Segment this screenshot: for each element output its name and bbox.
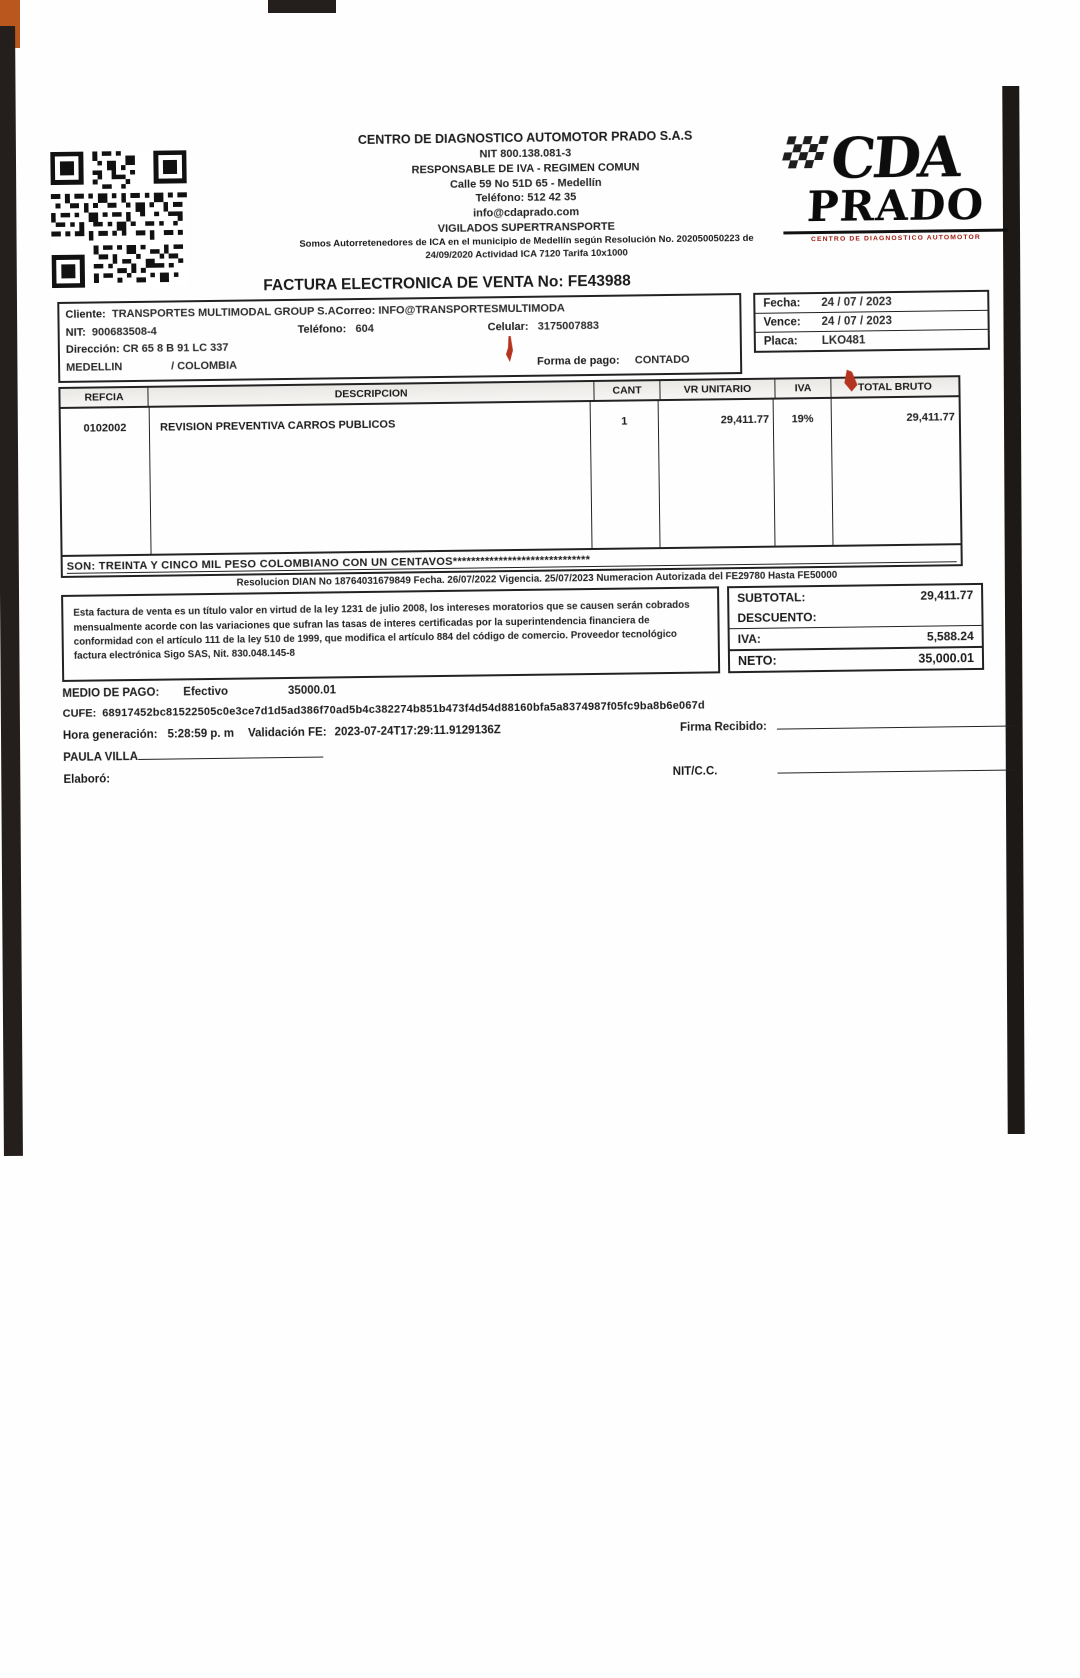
item-descripcion: REVISION PREVENTIVA CARROS PUBLICOS (150, 402, 593, 554)
descuento-label: DESCUENTO: (737, 610, 817, 626)
elaborado-por-value: PAULA VILLA (63, 751, 139, 765)
qr-code (49, 150, 189, 288)
header-total-bruto: TOTAL BRUTO (857, 380, 932, 394)
company-email: info@cdaprado.com (473, 206, 580, 220)
fecha-label: Fecha: (763, 297, 801, 310)
pais-value: / COLOMBIA (171, 359, 238, 373)
company-phone: Teléfono: 512 42 35 (475, 191, 577, 205)
company-name: CENTRO DE DIAGNOSTICO AUTOMOTOR PRADO S.A.S (357, 128, 693, 148)
header-iva: IVA (776, 379, 832, 398)
company-supervision: VIGILADOS SUPERTRANSPORTE (437, 220, 616, 236)
subtotal-label: SUBTOTAL: (737, 590, 806, 606)
elaboro-label: Elaboró: (63, 773, 111, 787)
header-cant: CANT (595, 381, 661, 400)
invoice-document (55, 118, 1016, 787)
item-iva: 19% (774, 399, 834, 546)
firma-recibido-line (777, 714, 1015, 730)
validacion-label: Validación FE: (247, 726, 327, 740)
correo-value: INFO@TRANSPORTESMULTIMODA (378, 302, 565, 317)
company-ica-line2: 24/09/2020 Actividad ICA 7120 Tarifa 10x1000 (425, 247, 628, 261)
company-address: Calle 59 No 51D 65 - Medellín (449, 176, 602, 191)
invoice-meta-box (753, 290, 990, 353)
medio-pago-label: MEDIO DE PAGO: (62, 687, 160, 701)
validacion-value: 2023-07-24T17:29:11.9129136Z (334, 724, 501, 739)
nit-cc-label: NIT/C.C. (672, 765, 718, 779)
fecha-value: 24 / 07 / 2023 (821, 296, 892, 309)
table-row (61, 398, 961, 556)
ciudad-value: MEDELLIN (66, 360, 123, 374)
header-vr-unitario: VR UNITARIO (660, 380, 776, 400)
legal-totals-row (61, 583, 1014, 682)
iva-value: 5,588.24 (926, 629, 974, 645)
info-row (57, 290, 1010, 384)
vence-value: 24 / 07 / 2023 (821, 315, 892, 328)
dian-resolution: Resolucion DIAN No 18764031679849 Fecha. 26/07/2022 Vigencia. 25/07/2023 Numeracion Autorizada del FE29780 Hasta FE50000 (236, 570, 838, 590)
items-table (58, 376, 962, 579)
header-descripcion: DESCRIPCION (148, 382, 595, 406)
item-vr-unitario: 29,411.77 (658, 400, 775, 547)
amount-in-words: SON: TREINTA Y CINCO MIL PESO COLOMBIANO CON UN CENTAVOS****************************** (63, 544, 961, 577)
medio-pago-monto: 35000.01 (287, 684, 337, 698)
placa-row (756, 330, 988, 351)
telefono-label: Teléfono: (297, 322, 347, 336)
header-refcia: REFCIA (60, 388, 148, 407)
vence-label: Vence: (763, 316, 801, 329)
legal-text: Esta factura de venta es un título valor en virtud de la ley 1231 de julio 2008, los intereses moratorios que se causen serán cobrados mensualmente acorde con las variaciones que sufran las tasas de interes certificadas por la superintendencia financiera de conformidad con el artículo 111 de la ley 510 de 1999, que modifica el artículo 884 del código de comercio. Proveedor tecnológico factura electrónica Sigo SAS, Nit. 830.048.145-8 (61, 587, 720, 683)
telefono-value: 604 (355, 322, 374, 335)
nit-cc-rule (777, 758, 1015, 774)
direccion-label: Dirección: (65, 343, 120, 357)
medio-pago-value: Efectivo (183, 686, 229, 699)
cliente-value: TRANSPORTES MULTIMODAL GROUP S.A (111, 305, 336, 321)
scan-edge-top (268, 0, 336, 13)
neto-value: 35,000.01 (918, 651, 975, 667)
placa-label: Placa: (763, 335, 798, 348)
logo-tagline: CENTRO DE DIAGNOSTICO AUTOMOTOR (783, 229, 1008, 244)
neto-label: NETO: (737, 653, 777, 669)
scan-edge-left (0, 26, 23, 1156)
hora-label: Hora generación: (62, 729, 158, 743)
company-regime: RESPONSABLE DE IVA - REGIMEN COMUN (411, 161, 640, 177)
correo-label: Correo: (335, 304, 376, 318)
customer-box (57, 293, 742, 383)
cufe-label: CUFE: (62, 707, 97, 721)
invoice-title: FACTURA ELECTRONICA DE VENTA No: FE43988 (263, 272, 631, 295)
logo-prado-text: PRADO (806, 180, 986, 232)
celular-label: Celular: (487, 320, 529, 333)
firma-recibido-label: Firma Recibido: (679, 721, 767, 735)
invoice-header (55, 118, 1009, 278)
nit-label: NIT: (65, 326, 86, 339)
logo-cda-label: CDA (828, 124, 962, 192)
elaborado-line-rule (138, 745, 323, 760)
subtotal-value: 29,411.77 (920, 588, 974, 604)
company-nit: NIT 800.138.081-3 (479, 147, 572, 161)
hora-value: 5:28:59 p. m (167, 728, 235, 741)
forma-pago-value: CONTADO (634, 353, 690, 367)
neto-row (730, 646, 982, 671)
checkered-flag-icon (777, 136, 832, 171)
item-cant: 1 (591, 402, 660, 549)
celular-value: 3175007883 (537, 319, 600, 333)
cufe-value: 68917452bc81522505c0e3ce7d1d5ad386f70ad5b4c382274b851b473f4d54d88160bfa5a8374987f05fc9ba8b6e067d (102, 699, 705, 720)
iva-label: IVA: (737, 632, 761, 647)
direccion-value: CR 65 8 B 91 LC 337 (122, 341, 229, 356)
placa-value: LKO481 (821, 334, 866, 347)
item-refcia: 0102002 (61, 408, 152, 555)
logo-cda-text (780, 124, 1010, 192)
company-block (175, 125, 877, 266)
totals-box (727, 583, 984, 673)
cliente-label: Cliente: (65, 308, 106, 321)
cda-prado-logo (782, 124, 1008, 244)
nit-value: 900683508-4 (91, 325, 157, 339)
item-total-bruto: 29,411.77 (906, 411, 955, 425)
company-ica-line1: Somos Autorretenedores de ICA en el municipio de Medellín según Resolución No. 202050050223 de (299, 232, 754, 250)
forma-pago-label: Forma de pago: (536, 354, 620, 368)
